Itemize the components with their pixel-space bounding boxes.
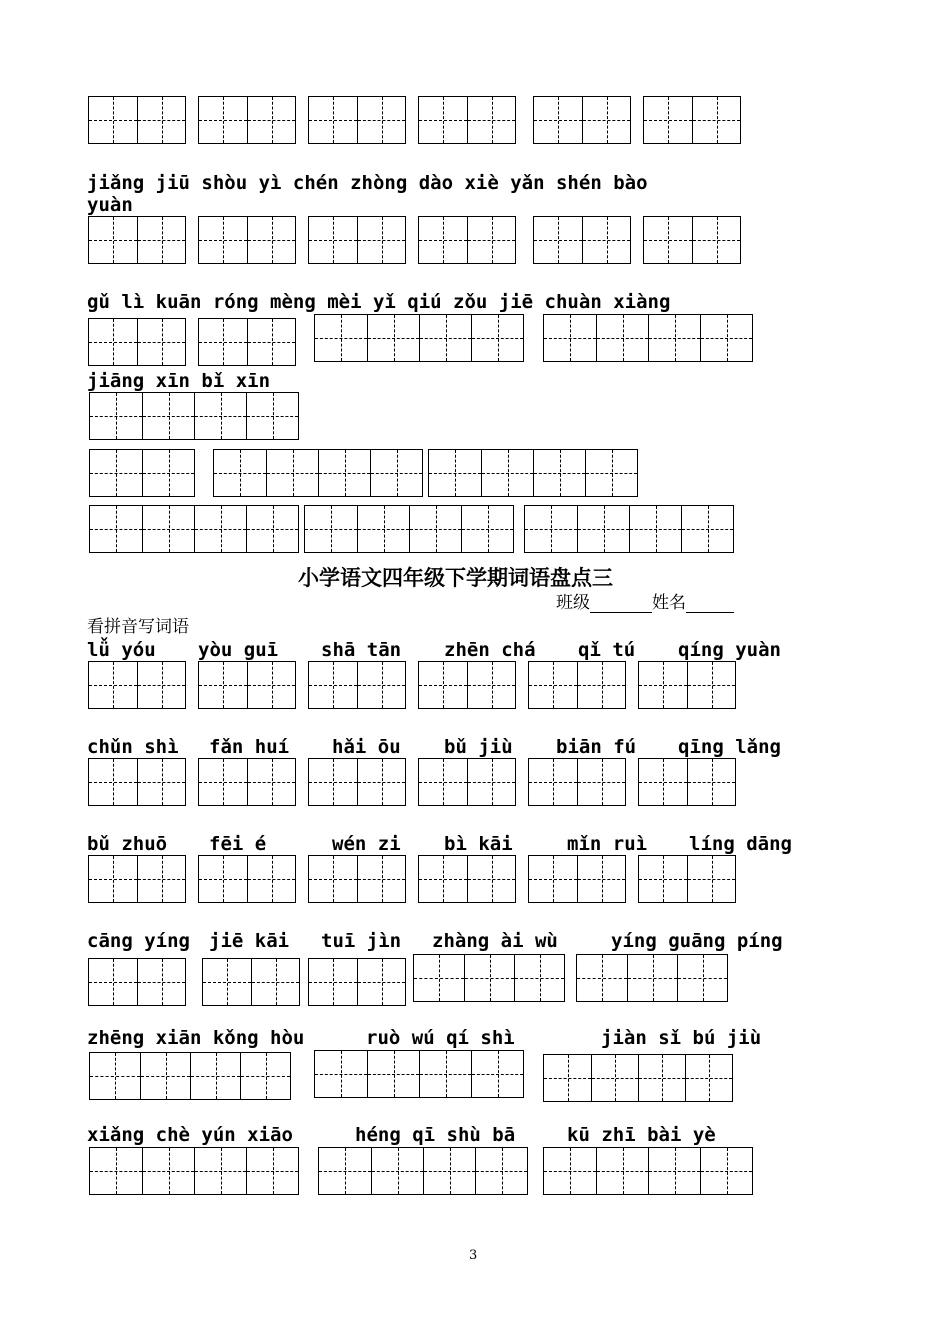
writing-grid[interactable]	[89, 1052, 291, 1100]
pinyin-label: zhàng ài wù	[432, 930, 558, 952]
pinyin-label: ruò wú qí shì	[366, 1027, 515, 1049]
instruction: 看拼音写词语	[87, 617, 189, 637]
pinyin-label: jiàn sǐ bú jiù	[601, 1027, 762, 1049]
pinyin-label: mǐn ruì	[567, 833, 648, 855]
writing-grid[interactable]	[88, 661, 186, 709]
writing-grid[interactable]	[198, 96, 296, 144]
writing-grid[interactable]	[308, 661, 406, 709]
writing-grid[interactable]	[88, 758, 186, 806]
writing-grid[interactable]	[198, 855, 296, 903]
writing-grid[interactable]	[543, 1054, 733, 1102]
pinyin-label: shā tān	[321, 639, 402, 661]
class-blank[interactable]	[590, 592, 652, 613]
writing-grid[interactable]	[314, 314, 524, 362]
writing-grid[interactable]	[638, 855, 736, 903]
writing-grid[interactable]	[89, 392, 299, 440]
pinyin-line: jiāng xīn bǐ xīn	[87, 370, 271, 392]
pinyin-label: yòu guī	[198, 639, 279, 661]
writing-grid[interactable]	[528, 758, 626, 806]
writing-grid[interactable]	[528, 661, 626, 709]
pinyin-label: zhēn chá	[444, 639, 536, 661]
pinyin-label: biān fú	[556, 736, 637, 758]
writing-grid[interactable]	[308, 216, 406, 264]
writing-grid[interactable]	[88, 216, 186, 264]
pinyin-label: kū zhī bài yè	[567, 1124, 716, 1146]
writing-grid[interactable]	[543, 1147, 753, 1195]
writing-grid[interactable]	[308, 758, 406, 806]
pinyin-label: tuī jìn	[321, 930, 402, 952]
pinyin-label: bì kāi	[444, 833, 513, 855]
writing-grid[interactable]	[88, 855, 186, 903]
page-number: 3	[469, 1248, 478, 1263]
writing-grid[interactable]	[418, 661, 516, 709]
pinyin-label: fēi é	[209, 833, 267, 855]
writing-grid[interactable]	[89, 505, 299, 553]
pinyin-label: bǔ zhuō	[87, 833, 168, 855]
writing-grid[interactable]	[643, 216, 741, 264]
pinyin-label: líng dāng	[689, 833, 792, 855]
pinyin-label: wén zi	[332, 833, 401, 855]
writing-grid[interactable]	[418, 855, 516, 903]
writing-grid[interactable]	[202, 958, 300, 1006]
writing-grid[interactable]	[88, 318, 186, 366]
student-info	[556, 588, 734, 613]
writing-grid[interactable]	[88, 96, 186, 144]
pinyin-line: jiǎng jiū shòu yì chén zhòng dào xiè yǎn shén bào	[87, 172, 648, 194]
pinyin-label: chǔn shì	[87, 736, 179, 758]
writing-grid[interactable]	[428, 449, 638, 497]
writing-grid[interactable]	[543, 314, 753, 362]
writing-grid[interactable]	[198, 216, 296, 264]
writing-grid[interactable]	[418, 216, 516, 264]
writing-grid[interactable]	[198, 661, 296, 709]
name-label: 姓名	[652, 593, 686, 613]
writing-grid[interactable]	[638, 661, 736, 709]
writing-grid[interactable]	[89, 449, 195, 497]
writing-grid[interactable]	[89, 1147, 299, 1195]
pinyin-line: gǔ lì kuān róng mèng mèi yǐ qiú zǒu jiē chuàn xiàng	[87, 291, 671, 313]
writing-grid[interactable]	[533, 216, 631, 264]
pinyin-label: héng qī shù bā	[355, 1124, 516, 1146]
writing-grid[interactable]	[304, 505, 514, 553]
pinyin-label: yíng guāng píng	[611, 930, 783, 952]
writing-grid[interactable]	[643, 96, 741, 144]
page-title: 小学语文四年级下学期词语盘点三	[298, 566, 613, 590]
pinyin-label: bǔ jiù	[444, 736, 513, 758]
writing-grid[interactable]	[524, 505, 734, 553]
pinyin-label: qīng lǎng	[678, 736, 781, 758]
writing-grid[interactable]	[308, 96, 406, 144]
writing-grid[interactable]	[314, 1050, 524, 1098]
writing-grid[interactable]	[418, 96, 516, 144]
writing-grid[interactable]	[318, 1147, 528, 1195]
writing-grid[interactable]	[88, 958, 186, 1006]
writing-grid[interactable]	[576, 954, 728, 1002]
writing-grid[interactable]	[638, 758, 736, 806]
writing-grid[interactable]	[198, 758, 296, 806]
writing-grid[interactable]	[413, 954, 565, 1002]
pinyin-line-wrap: yuàn	[87, 194, 133, 216]
writing-grid[interactable]	[213, 449, 423, 497]
pinyin-label: jiē kāi	[209, 930, 290, 952]
pinyin-label: xiǎng chè yún xiāo	[87, 1124, 293, 1146]
pinyin-label: qíng yuàn	[678, 639, 781, 661]
class-label: 班级	[556, 593, 590, 613]
pinyin-label: lǚ yóu	[87, 639, 156, 661]
pinyin-label: qǐ tú	[578, 639, 636, 661]
pinyin-label: zhēng xiān kǒng hòu	[87, 1027, 305, 1049]
pinyin-label: fǎn huí	[209, 736, 290, 758]
writing-grid[interactable]	[418, 758, 516, 806]
writing-grid[interactable]	[533, 96, 631, 144]
name-blank[interactable]	[686, 592, 734, 613]
writing-grid[interactable]	[198, 318, 296, 366]
writing-grid[interactable]	[528, 855, 626, 903]
pinyin-label: cāng yíng	[87, 930, 190, 952]
writing-grid[interactable]	[308, 855, 406, 903]
writing-grid[interactable]	[308, 958, 406, 1006]
pinyin-label: hǎi ōu	[332, 736, 401, 758]
